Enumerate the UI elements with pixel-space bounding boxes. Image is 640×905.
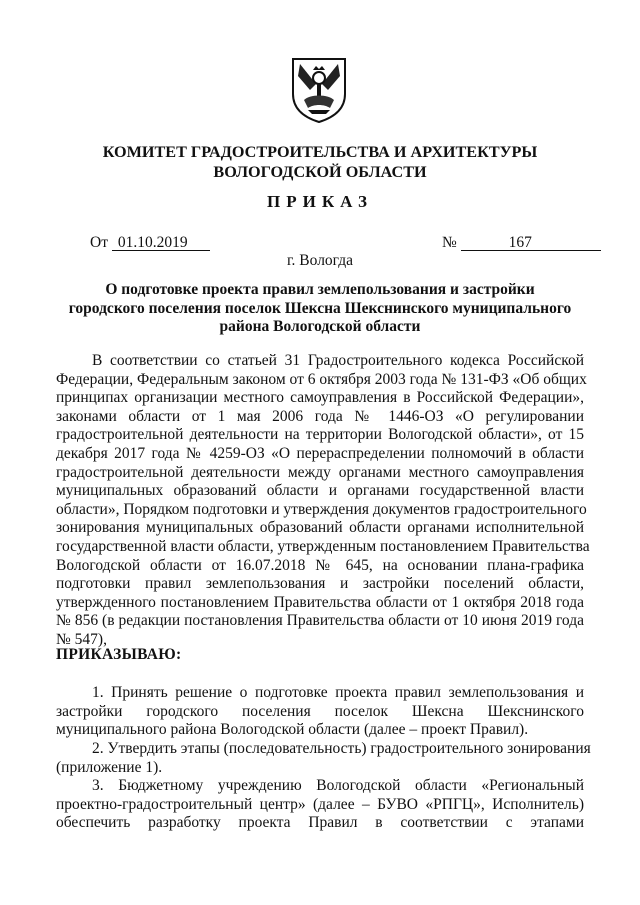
heading-line: района Вологодской области [219, 318, 421, 335]
number-value: 167 [461, 235, 601, 251]
text-line: градостроительной деятельности на территории Вологодской области», от 15 [56, 426, 584, 444]
document-type-title: ПРИКАЗ [267, 192, 373, 211]
city-name: г. Вологда [286, 252, 354, 269]
text-line: области», Порядком подготовки и утверждения документов градостроительного [56, 500, 587, 518]
preamble-paragraph [56, 352, 590, 650]
text-line: В соответствии со статьей 31 Градостроительного кодекса Российской [92, 352, 584, 369]
text-line: градостроительной деятельности между органами местного самоуправления [56, 463, 584, 481]
heading-line: О подготовке проекта правил землепользования и застройки [105, 281, 535, 298]
text-line: законами области от 1 мая 2006 года № 1446-ОЗ «О регулировании [56, 407, 584, 425]
number-row [442, 234, 601, 252]
text-line: подготовки правил землепользования и застройки поселений области, [56, 575, 584, 593]
text-line: Вологодской области от 16.07.2018 № 645, на основании плана-графика [56, 556, 584, 574]
coat-of-arms-emblem [290, 56, 348, 124]
org-name-line1: КОМИТЕТ ГРАДОСТРОИТЕЛЬСТВА И АРХИТЕКТУРЫ [102, 143, 538, 161]
text-line: декабря 2017 года № 4259-ОЗ «О перераспределении полномочий в области [56, 444, 584, 462]
text-line: утвержденного постановлением Правительства области от 1 октября 2018 года [56, 593, 584, 611]
text-line: проектно-градостроительный центр» (далее – БУВО «РПГЦ», Исполнитель) [56, 795, 584, 813]
text-line: № 547), [56, 630, 107, 648]
order-directive-heading: ПРИКАЗЫВАЮ: [56, 646, 182, 663]
text-line: 3. Бюджетному учреждению Вологодской области «Региональный [92, 777, 584, 794]
date-value: 01.10.2019 [112, 235, 210, 251]
text-line: (приложение 1). [56, 758, 163, 776]
text-line: принципах организации местного самоуправления в Российской Федерации», [56, 389, 584, 407]
document-heading [60, 281, 580, 337]
number-label: № [442, 234, 457, 251]
date-row [90, 234, 210, 252]
text-line: № 856 (в редакции постановления Правительства области от 10 июня 2019 года [56, 612, 584, 630]
text-line: 1. Принять решение о подготовке проекта правил землепользования и [92, 684, 584, 701]
text-line: муниципальных образований области и органами государственной власти [56, 482, 584, 500]
text-line: муниципального района Вологодской области (далее – проект Правил). [56, 721, 529, 739]
item-3-paragraph [56, 777, 584, 833]
text-line: Федерации, Федеральным законом от 6 октября 2003 года № 131-ФЗ «Об общих [56, 370, 587, 388]
text-line: обеспечить разработку проекта Правил в соответствии с этапами [56, 814, 584, 832]
text-line: 2. Утвердить этапы (последовательность) градостроительного зонирования [92, 740, 591, 757]
text-line: застройки городского поселения поселок Шексна Шекснинского [56, 702, 584, 720]
text-line: государственной власти области, утвержденным постановлением Правительства [56, 537, 590, 555]
date-label: От [90, 234, 108, 251]
item-2-paragraph [56, 740, 591, 777]
org-name-line2: ВОЛОГОДСКОЙ ОБЛАСТИ [213, 163, 427, 181]
text-line: зонирования муниципальных образований области органами исполнительной [56, 519, 584, 537]
heading-line: городского поселения поселок Шексна Шекснинского муниципального [68, 299, 572, 317]
item-1-paragraph [56, 684, 584, 740]
